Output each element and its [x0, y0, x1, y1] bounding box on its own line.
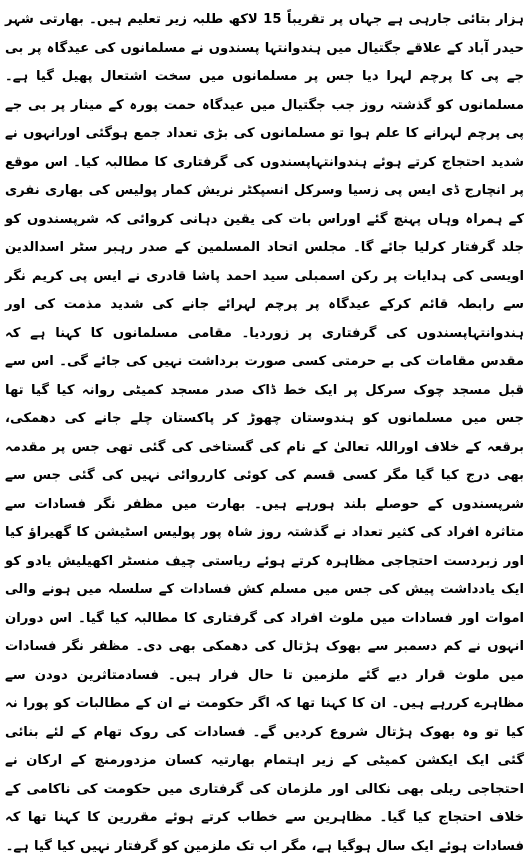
article-body: ہزار بتائی جارہی ہے جہاں پر تقریباً 15 لاکھ طلبہ زیر تعلیم ہیں۔ بھارتی شہر حیدر آباد کے علاقے جگتیال میں ہندوانتہا پسندوں نے مسلمانوں کی عیدگاہ پر بی جے پی کا پرچم لہرا دیا جس پر مسلمانوں میں سخت اشتعال پھیل گیا ہے۔ مسلمانوں کو گذشتہ روز جب جگتیال میں عیدگاہ حمت پورہ کے مینار پر بی جے پی پرچم لہرانے کا علم ہوا تو مسلمانوں کی بڑی تعداد جمع ہوگئی اورانہوں نے شدید احتجاج کرتے ہوئے ہندوانتہاپسندوں کی گرفتاری کا مطالبہ کیا۔ اس موقع پر انچارج ڈی ایس پی زسیا وسرکل انسپکٹر نریش کمار پولیس کی بھاری نفری کے ہمراہ وہاں پہنچ گئے اوراس بات کی یقین دہانی کروائی کہ شرپسندوں کو جلد گرفتار کرلیا جائے گا۔ مجلس اتحاد المسلمین کے صدر رہبر سٹر اسدالدین اویسی کی ہدایات پر رکن اسمبلی سید احمد پاشا قادری نے ایس پی کریم نگر سے رابطہ قائم کرکے عیدگاہ پر پرچم لہرائے جانے کی شدید مذمت کی اور ہندوانتہاپسندوں کی گرفتاری پر زوردیا۔ مقامی مسلمانوں کا کہنا ہے کہ مقدس مقامات کی بے حرمتی کسی صورت برداشت نہیں کی جائے گی۔ اس سے قبل مسجد چوک سرکل پر ایک خط ڈاک صدر مسجد کمیٹی روانہ کیا گیا تھا جس میں مسلمانوں کو ہندوستان چھوڑ کر پاکستان چلے جانے کی دھمکی، برقعہ کے خلاف اوراللہ تعالیٰ کے نام کی گستاخی کی گئی تھی جس پر مقدمہ بھی درج کیا گیا مگر کسی قسم کی کوئی کارروائی نہیں کی گئی جس سے شرپسندوں کے حوصلے بلند ہورہے ہیں۔ بھارت میں مظفر نگر فسادات سے متاثرہ افراد کی کثیر تعداد نے گذشتہ روز شاہ پور پولیس اسٹیشن کا گھیراؤ کیا اور زبردست احتجاجی مظاہرہ کرتے ہوئے ریاستی چیف منسٹر اکھیلیش یادو کو ایک یادداشت پیش کی جس میں مسلم کش فسادات کے سلسلہ میں ہونے والی اموات اور فسادات میں ملوث افراد کی گرفتاری کا مطالبہ کیا گیا۔ اس دوران انہوں نے کم دسمبر سے بھوک ہڑتال کی دھمکی بھی دی۔ مظفر نگر فسادات میں ملوث قرار دیے گئے ملزمین تا حال فرار ہیں۔ فسادمتاثرین دودن سے مظاہرے کررہے ہیں۔ ان کا کہنا تھا کہ اگر حکومت نے ان کے مطالبات کو پورا نہ کیا تو وہ بھوک ہڑتال شروع کردیں گے۔ فسادات کی روک تھام کے لئے بنائی گئی ایک ایکشن کمیٹی کے زیر اہتمام بھارتیہ کسان مزدورمنچ کے ارکان نے احتجاجی ریلی بھی نکالی اور ملزمان کی گرفتاری میں حکومت کی ناکامی کے خلاف احتجاج کیا گیا۔ مظاہرین سے خطاب کرتے ہوئے مقررین کا کہنا تھا کہ فسادات ہوئے ایک سال ہوگیا ہے، مگر اب تک ملزمین کو گرفتار نہیں کیا گیا ہے۔ [5, 12, 524, 854]
